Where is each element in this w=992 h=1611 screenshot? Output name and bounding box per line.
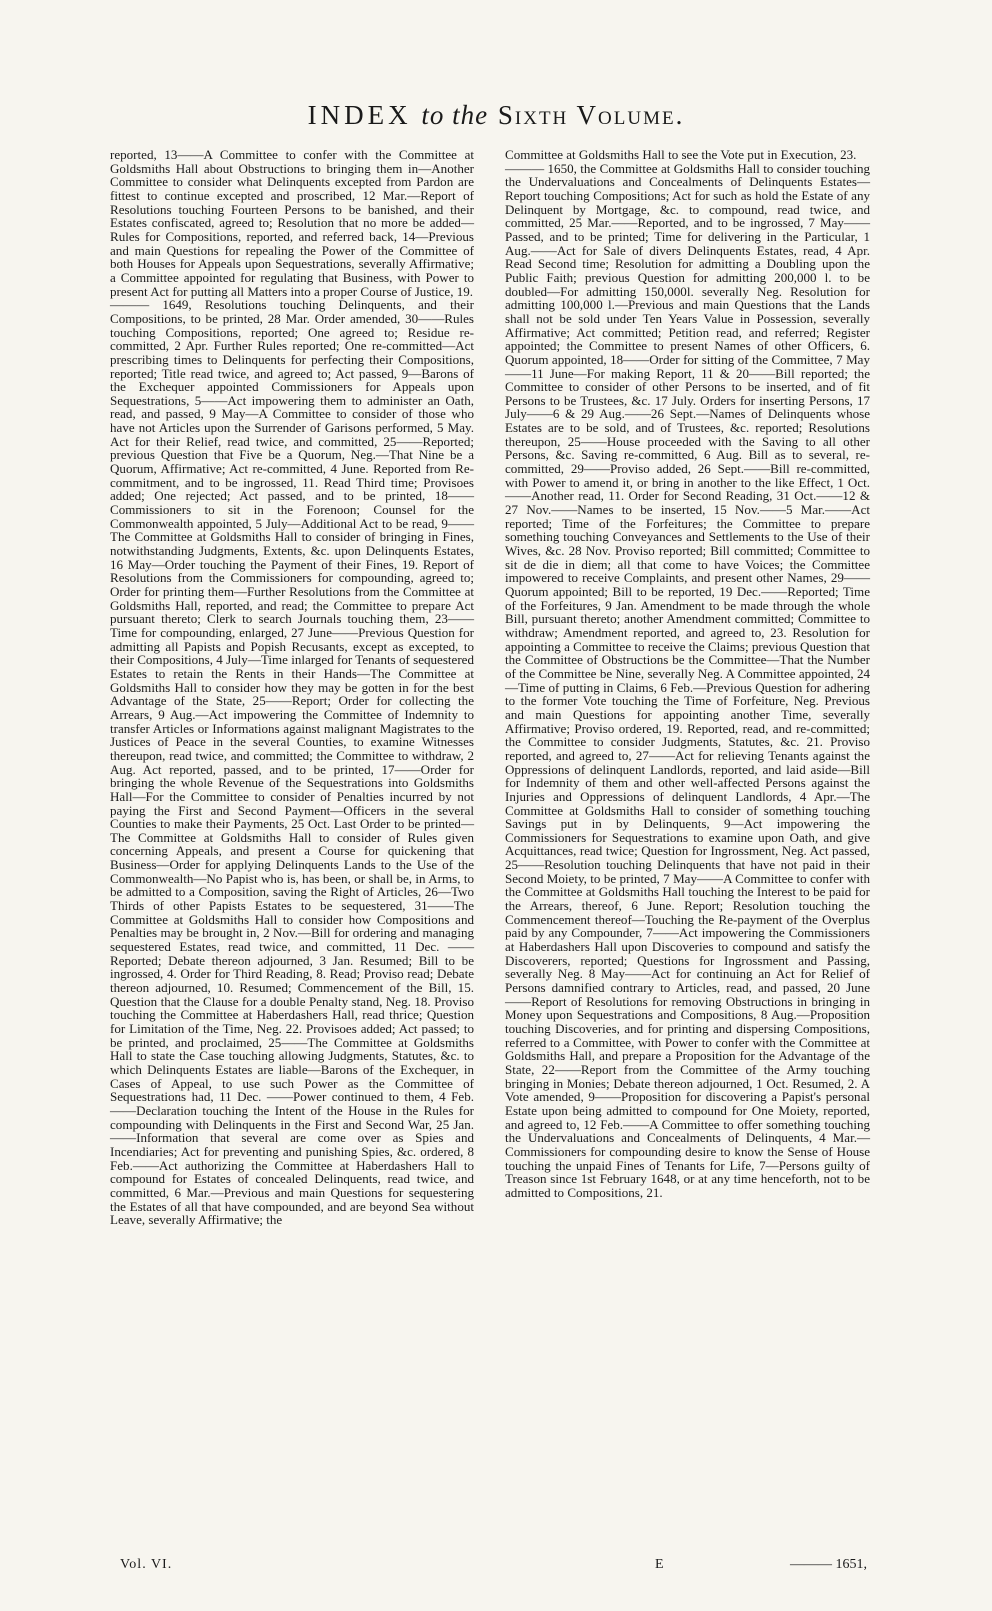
right-column-text: Committee at Goldsmiths Hall to see the Vote put in Execution, 23. ——— 1650, the Committee at Goldsmiths Hall to consider touching the Undervaluations and Concealments of Delinquents Estates—Report touching Compositions; Act for such as hold the Estate of any Delinquent by Mortgage, &c. to compound, read twice, and committed, 25 Mar.——Reported, and to be ingrossed, 7 May——Passed, and to be printed; Time for delivering in the Particular, 1 Aug.——Act for Sale of divers Delinquents Estates, read, 4 Apr. Read Second time; Resolution for admitting a Doubling upon the Public Faith; previous Question for admitting 200,000 l. to be doubled—For admitting 150,000l. severally Neg. Resolution for admitting 100,000 l.—Previous and main Questions that the Lands shall not be sold under Ten Years Value in Possession, severally Affirmative; Act committed; Petition read, and referred; Register appointed; the Committee to present Names of other Officers, 6. Quorum appointed, 18——Order for sitting of the Committee, 7 May——11 June—For making Report, 11 & 20——Bill reported; the Committee to consider of other Persons to be inserted, and of fit Persons to be Trustees, &c. 17 July. Orders for inserting Persons, 17 July——6 & 29 Aug.——26 Sept.—Names of Delinquents whose Estates are to be sold, and of Trustees, &c. reported; Resolutions thereupon, 25——House proceeded with the Saving to all other Persons, &c. Saving re-committed, 6 Aug. Bill as to several, re-committed, 29——Proviso added, 26 Sept.——Bill re-committed, with Power to amend it, or bring in another to the like Effect, 1 Oct.——Another read, 11. Order for Second Reading, 31 Oct.——12 & 27 Nov.——Names to be inserted, 15 Nov.——5 Mar.——Act reported; Time of the Forfeitures; the Committee to prepare something touching Conveyances and Settlements to the Use of their Wives, &c. 28 Nov. Proviso reported; Bill committed; Committee to sit de die in diem; all that come to have Voices; the Committee impowered to receive Complaints, and present other Names, 29——Quorum appointed; Bill to be reported, 19 Dec.——Reported; Time of the Forfeitures, 9 Jan. Amendment to be made through the whole Bill, pursuant thereto; another Amendment committed; Committee to withdraw; Amendment reported, and agreed to, 23. Resolution for appointing a Committee to receive the Claims; previous Question that the Committee of Obstructions be the Committee—That the Number of the Committee be Nine, severally Neg. A Committee appointed, 24—Time of putting in Claims, 6 Feb.—Previous Question for adhering to the former Vote touching the Time of Forfeiture, Neg. Previous and main Questions for appointing another Time, severally Affirmative; Proviso ordered, 19. Reported, read, and re-committed; the Committee to consider Judgments, Statutes, &c. 21. Proviso reported, and agreed to, 27——Act for relieving Tenants against the Oppressions of delinquent Landlords, reported, and laid aside—Bill for Indemnity of them and other well-affected Persons against the Injuries and Oppressions of delinquent Landlords, 4 Apr.—The Committee at Goldsmiths Hall to consider of something touching Savings put in by Delinquents, 9—Act impowering the Commissioners for Sequestrations to examine upon Oath, and give Acquittances, read twice; Question for Ingrossment, Neg. Act passed, 25——Resolution touching Delinquents that have not paid in their Second Moiety, to be printed, 7 May——A Committee to confer with the Committee at Goldsmiths Hall touching the Interest to be paid for the Arrears, thereof, 6 June. Report; Resolution touching the Commencement thereof—Touching the Re-payment of the Overplus paid by any Compounder, 7——Act impowering the Commissioners at Haberdashers Hall upon Discoveries to compound and satisfy the Discoverers, reported; Questions for Ingrossment and Passing, severally Neg. 8 May——Act for continuing an Act for Relief of Persons damnified contrary to Articles, read, and passed, 20 June——Report of Resolutions for removing Obstructions in bringing in Money upon Sequestrations and Compositions, 8 Aug.—Proposition touching Discoveries, and for printing and dispersing Compositions, referred to a Committee, with Power to confer with the Committee at Goldsmiths Hall, and prepare a Proposition for the Advantage of the State, 22——Report from the Committee of the Army touching bringing in Monies; Debate thereon adjourned, 1 Oct. Resumed, 2. A Vote amended, 9——Proposition for discovering a Papist's personal Estate upon being admitted to compound for One Moiety, reported, and agreed to, 12 Feb.——A Committee to offer something touching the Undervaluations and Concealments of Delinquents, 4 Mar.—Commissioners for compounding desire to know the Sense of House touching the unpaid Fines of Tenants for Life, 7—Persons guilty of Treason since 1st February 1648, or at any time henceforth, not to be admitted to Compositions, 21. <box>505 147 870 1200</box>
page-header <box>0 100 992 131</box>
footer-catchword: ——— 1651, <box>790 1557 867 1572</box>
header-to-the: to the <box>421 100 489 130</box>
right-column <box>505 148 870 1200</box>
footer-volume: Vol. VI. <box>120 1557 173 1572</box>
header-index: INDEX <box>307 100 412 130</box>
left-column-text: reported, 13——A Committee to confer with the Committee at Goldsmiths Hall about Obstructions to bringing them in—Another Committee to consider what Delinquents excepted from Pardon are fittest to continue excepted and proscribed, 12 Mar.—Report of Resolutions touching Fourteen Persons to be banished, and their Estates confiscated, agreed to; Resolution that no more be added—Rules for Compositions, reported, and referred back, 14—Previous and main Questions for repealing the Power of the Committee of both Houses for Appeals upon Sequestrations, severally Affirmative; a Committee appointed for regulating that Business, with Power to present Act for putting all Matters into a proper Course of Justice, 19. ——— 1649, Resolutions touching Delinquents, and their Compositions, to be printed, 28 Mar. Order amended, 30——Rules touching Compositions, reported; One agreed to; Residue re-committed, 2 Apr. Further Rules reported; One re-committed—Act prescribing times to Delinquents for perfecting their Compositions, reported; Title read twice, and agreed to; Act passed, 9—Barons of the Exchequer appointed Commissioners for Appeals upon Sequestrations, 5——Act impowering them to administer an Oath, read, and passed, 9 May—A Committee to consider of those who have not Articles upon the Surrender of Garisons performed, 5 May. Act for their Relief, read twice, and committed, 25——Reported; previous Question that Five be a Quorum, Neg.—That Nine be a Quorum, Affirmative; Act re-committed, 4 June. Reported from Re-commitment, and to be ingrossed, 11. Read Third time; Provisoes added; One rejected; Act passed, and to be printed, 18——Commissioners to sit in the Forenoon; Counsel for the Commonwealth appointed, 5 July—Additional Act to be read, 9——The Committee at Goldsmiths Hall to consider of bringing in Fines, notwithstanding Judgments, Extents, &c. upon Delinquents Estates, 16 May—Order touching the Payment of their Fines, 19. Report of Resolutions from the Commissioners for compounding, agreed to; Order for printing them—Further Resolutions from the Committee at Goldsmiths Hall, reported, and read; the Committee to prepare Act pursuant thereto; Clerk to search Journals touching them, 23——Time for compounding, enlarged, 27 June——Previous Question for admitting all Papists and Popish Recusants, except as excepted, to their Compositions, 4 July—Time inlarged for Tenants of sequestered Estates to retain the Rents in their Hands—The Committee at Goldsmiths Hall to consider how they may be gotten in for the best Advantage of the State, 25——Report; Order for collecting the Arrears, 9 Aug.—Act impowering the Committee of Indemnity to transfer Articles or Informations against malignant Magistrates to the Justices of Peace in the several Counties, to examine Witnesses thereupon, read twice, and committed; the Committee to withdraw, 2 Aug. Act reported, passed, and to be printed, 17——Order for bringing the whole Revenue of the Sequestrations into Goldsmiths Hall—For the Committee to consider of Penalties incurred by not paying the First and Second Payment—Officers in the several Counties to make their Payments, 25 Oct. Last Order to be printed—The Committee at Goldsmiths Hall to consider of Rules given concerning Appeals, and present a Course for quickening that Business—Order for applying Delinquents Lands to the Use of the Commonwealth—No Papist who is, has been, or shall be, in Arms, to be admitted to a Composition, saving the Right of Articles, 26—Two Thirds of other Papists Estates to be sequestered, 31——The Committee at Goldsmiths Hall to consider how Compositions and Penalties may be brought in, 2 Nov.—Bill for ordering and managing sequestered Estates, read twice, and committed, 11 Dec. ——Reported; Debate thereon adjourned, 3 Jan. Resumed; Bill to be ingrossed, 4. Order for Third Reading, 8. Read; Proviso read; Debate thereon adjourned, 10. Resumed; Commencement of the Bill, 15. Question that the Clause for a double Penalty stand, Neg. 18. Proviso touching the Committee at Haberdashers Hall, read thrice; Question for Limitation of the Time, Neg. 22. Provisoes added; Act passed; to be printed, and proclaimed, 25——The Committee at Goldsmiths Hall to state the Case touching allowing Judgments, Statutes, &c. to which Delinquents Estates are liable—Barons of the Exchequer, in Cases of Appeal, to use such Power as the Committee of Sequestrations had, 11 Dec. ——Power continued to them, 4 Feb.——Declaration touching the Intent of the House in the Rules for compounding with Delinquents in the First and Second War, 25 Jan.——Information that several are come over as Spies and Incendiaries; Act for preventing and punishing Spies, &c. ordered, 8 Feb.——Act authorizing the Committee at Haberdashers Hall to compound for Estates of concealed Delinquents, read twice, and committed, 6 Mar.—Previous and main Questions for sequestering the Estates of all that have compounded, and are beyond Sea without Leave, severally Affirmative; the <box>110 147 474 1228</box>
header-volume: Sixth Volume. <box>497 100 685 130</box>
footer-signature: E <box>655 1557 664 1572</box>
left-column <box>110 148 474 1227</box>
